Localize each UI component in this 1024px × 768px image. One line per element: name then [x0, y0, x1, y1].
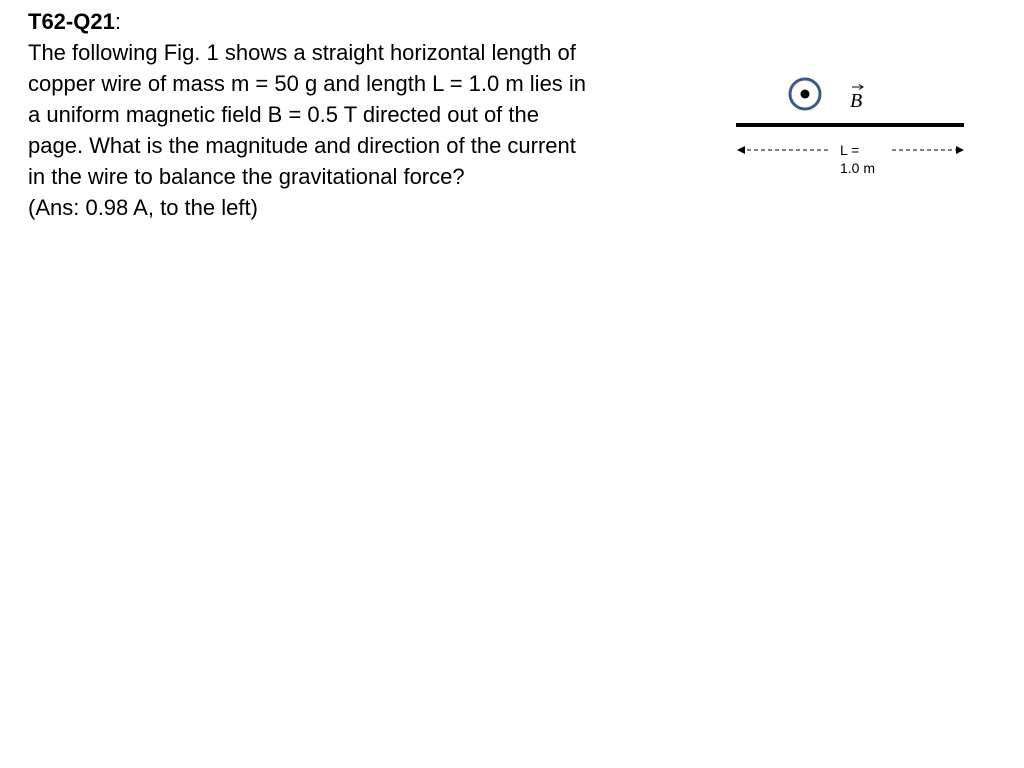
question-line-5: in the wire to balance the gravitational force? [28, 164, 465, 189]
question-header [28, 6, 688, 37]
question-line-3: a uniform magnetic field B = 0.5 T directed out of the [28, 102, 539, 127]
question-line-1: The following Fig. 1 shows a straight horizontal length of [28, 40, 576, 65]
answer-line: (Ans: 0.98 A, to the left) [28, 195, 258, 220]
length-label-line-1: L = [840, 142, 860, 158]
length-label [838, 141, 877, 177]
figure-1 [730, 70, 970, 190]
question-id: T62-Q21 [28, 9, 115, 34]
field-out-of-page-icon [790, 79, 820, 109]
question-line-2: copper wire of mass m = 50 g and length L = 1.0 m lies in [28, 71, 587, 96]
field-vector-arrow [852, 85, 863, 90]
question-line-4: page. What is the magnitude and direction of the current [28, 133, 576, 158]
length-label-line-2: 1.0 m [840, 160, 876, 176]
question-id-suffix: : [114, 9, 121, 34]
field-symbol: B [850, 90, 863, 112]
question-text [28, 6, 688, 223]
